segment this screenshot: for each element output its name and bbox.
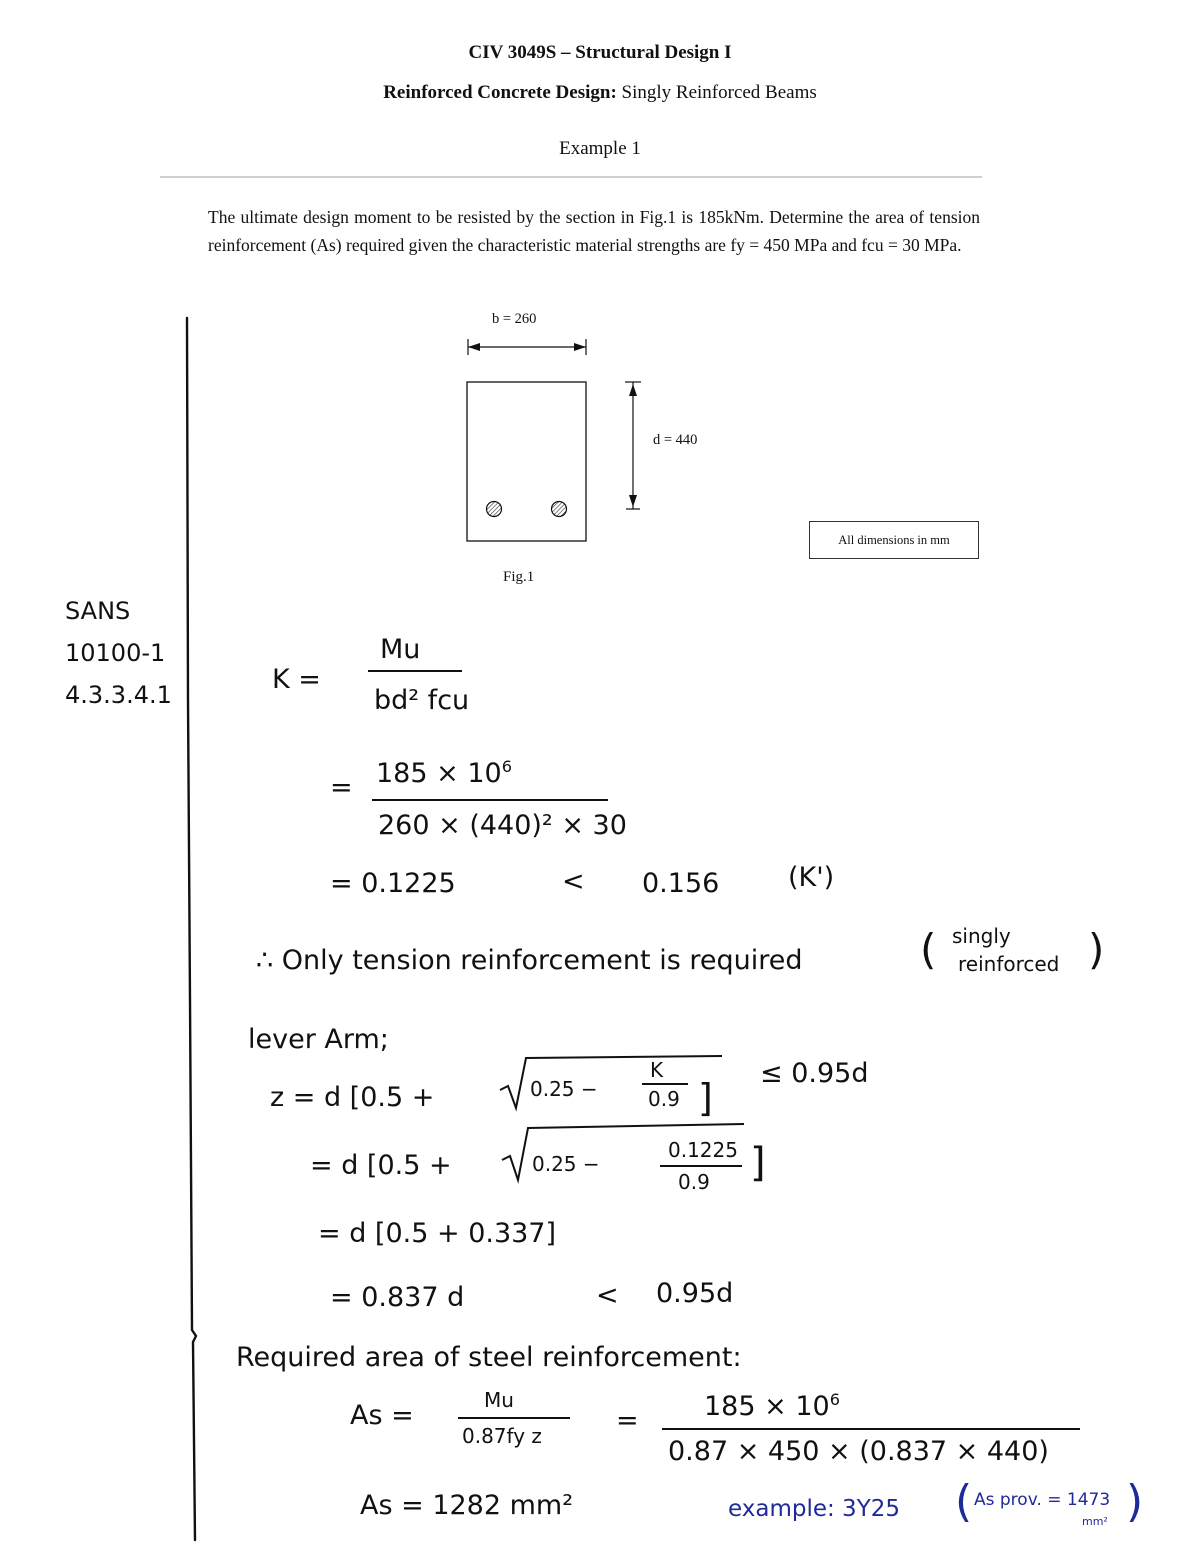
- as-provided-note: As prov. = 1473: [974, 1490, 1111, 1510]
- k-fraction-bar: [368, 670, 462, 672]
- margin-bracket-line: [187, 318, 196, 1540]
- z-subst-prefix: = d [0.5 +: [310, 1150, 452, 1181]
- code-reference-note: [65, 590, 172, 716]
- k-denominator: bd² fcu: [374, 685, 470, 716]
- z-less-than: <: [596, 1280, 619, 1311]
- width-arrow-right: [574, 343, 586, 351]
- as-fraction-bar: [458, 1417, 570, 1419]
- as-result: As = 1282 mm²: [360, 1490, 574, 1521]
- k-numerator-values: [376, 757, 512, 789]
- margin-bracket: [0, 0, 220, 1553]
- z-subst-sqrt-term: 0.25 −: [532, 1152, 600, 1176]
- rebar-right: [552, 502, 567, 517]
- width-label: b = 260: [492, 311, 537, 327]
- as-numerator-values: [704, 1390, 840, 1422]
- z-formula-fraction-bar: [642, 1083, 688, 1085]
- units-note-box: All dimensions in mm: [809, 521, 979, 559]
- k-limit: 0.156: [642, 868, 720, 899]
- k-numerator: Mu: [380, 634, 421, 665]
- rebar-left: [487, 502, 502, 517]
- z-formula-09: 0.9: [648, 1087, 680, 1111]
- k-prime-label: (K'): [788, 862, 835, 893]
- as-label: As =: [350, 1400, 414, 1431]
- code-reference-line1: SANS: [65, 597, 131, 625]
- as-num-exponent: 6: [829, 1390, 840, 1409]
- z-subst-09: 0.9: [678, 1170, 710, 1194]
- prov-paren-close: ): [1126, 1476, 1144, 1527]
- as-provided-unit: mm²: [1082, 1515, 1108, 1528]
- lever-arm-heading: lever Arm;: [248, 1024, 389, 1055]
- prov-paren-open: (: [955, 1476, 973, 1527]
- depth-arrow-bottom: [629, 495, 637, 507]
- k-denominator-values: 260 × (440)² × 30: [378, 810, 627, 841]
- z-formula-sqrt-term: 0.25 −: [530, 1077, 598, 1101]
- k-result: = 0.1225: [330, 868, 456, 899]
- k-values-fraction-bar: [372, 799, 608, 801]
- k-equals: =: [330, 772, 353, 803]
- z-subst-k-value: 0.1225: [668, 1138, 738, 1162]
- k-num-values-text: 185 × 10: [376, 758, 502, 789]
- subtitle-rest: Singly Reinforced Beams: [616, 82, 817, 103]
- depth-arrow-top: [629, 384, 637, 396]
- as-num-values-text: 185 × 10: [704, 1391, 830, 1422]
- code-reference-line3: 4.3.3.4.1: [65, 681, 172, 709]
- z-result: = 0.837 d: [330, 1282, 465, 1313]
- paren-open: (: [920, 925, 937, 974]
- conclusion-note-line2: reinforced: [958, 952, 1060, 976]
- code-reference-line2: 10100-1: [65, 639, 166, 667]
- z-formula-k: K: [650, 1058, 664, 1082]
- z-subst-fraction-bar: [660, 1165, 742, 1167]
- document-title: CIV 3049S – Structural Design I: [468, 42, 732, 63]
- z-sum: = d [0.5 + 0.337]: [318, 1218, 557, 1249]
- example-heading: Example 1: [559, 138, 641, 159]
- as-equals: =: [616, 1405, 639, 1436]
- z-formula-prefix: z = d [0.5 +: [270, 1082, 435, 1113]
- k-label: K =: [272, 664, 321, 695]
- header-divider: [160, 176, 982, 178]
- k-less-than: <: [562, 866, 585, 897]
- z-limit: 0.95d: [656, 1278, 734, 1309]
- width-arrow-left: [468, 343, 480, 351]
- as-numerator: Mu: [484, 1388, 514, 1412]
- conclusion-note-line1: singly: [952, 924, 1011, 948]
- example-bar-note: example: 3Y25: [728, 1496, 901, 1522]
- as-values-fraction-bar: [662, 1428, 1080, 1430]
- as-denominator: 0.87fy z: [462, 1424, 542, 1448]
- z-formula-limit: ≤ 0.95d: [760, 1058, 869, 1089]
- as-denominator-values: 0.87 × 450 × (0.837 × 440): [668, 1436, 1049, 1467]
- subtitle-bold: Reinforced Concrete Design:: [383, 82, 617, 103]
- figure-caption: Fig.1: [503, 569, 535, 585]
- k-num-exponent: 6: [501, 757, 512, 776]
- problem-text: The ultimate design moment to be resisted by the section in Fig.1 is 185kNm. Determine the area of tension reinforcement (As) required given the characteristic material strengths are fy = 450 MPa and fcu = 30 MPa.: [208, 207, 980, 255]
- steel-area-heading: Required area of steel reinforcement:: [236, 1342, 742, 1373]
- z-subst-bracket: ]: [750, 1140, 766, 1186]
- conclusion-text: ∴ Only tension reinforcement is required: [256, 945, 803, 976]
- beam-section-figure: [440, 310, 740, 600]
- problem-statement: [208, 203, 980, 259]
- depth-label: d = 440: [653, 432, 698, 448]
- z-formula-bracket: ]: [698, 1076, 713, 1120]
- paren-close: ): [1088, 925, 1105, 974]
- beam-section-outline: [467, 382, 586, 541]
